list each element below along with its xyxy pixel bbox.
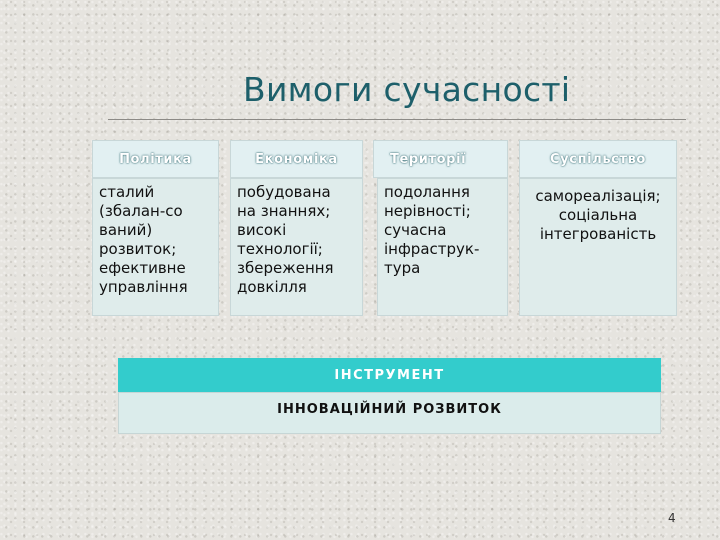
page-number: 4 (668, 511, 676, 525)
column-body-terytorii: подолання нерівності; сучасна інфраструк- тура (377, 178, 508, 316)
column-body-suspilstvo: самореалізація; соціальна інтегрованість (519, 178, 677, 316)
column-header-suspilstvo: Суспільство (519, 140, 677, 178)
column-header-terytorii: Території (373, 140, 508, 178)
column-body-ekonomika: побудована на знаннях; високі технології; збереження довкілля (230, 178, 363, 316)
column-header-polityka: Політика (92, 140, 219, 178)
instrument-body: ІННОВАЦІЙНИЙ РОЗВИТОК (118, 392, 661, 434)
column-body-polityka: сталий (збалан-со ваний) розвиток; ефективне управління (92, 178, 219, 316)
column-header-ekonomika: Економіка (230, 140, 363, 178)
slide-title: Вимоги сучасності (243, 70, 571, 109)
instrument-header: ІНСТРУМЕНТ (118, 358, 661, 392)
title-divider (108, 119, 686, 120)
